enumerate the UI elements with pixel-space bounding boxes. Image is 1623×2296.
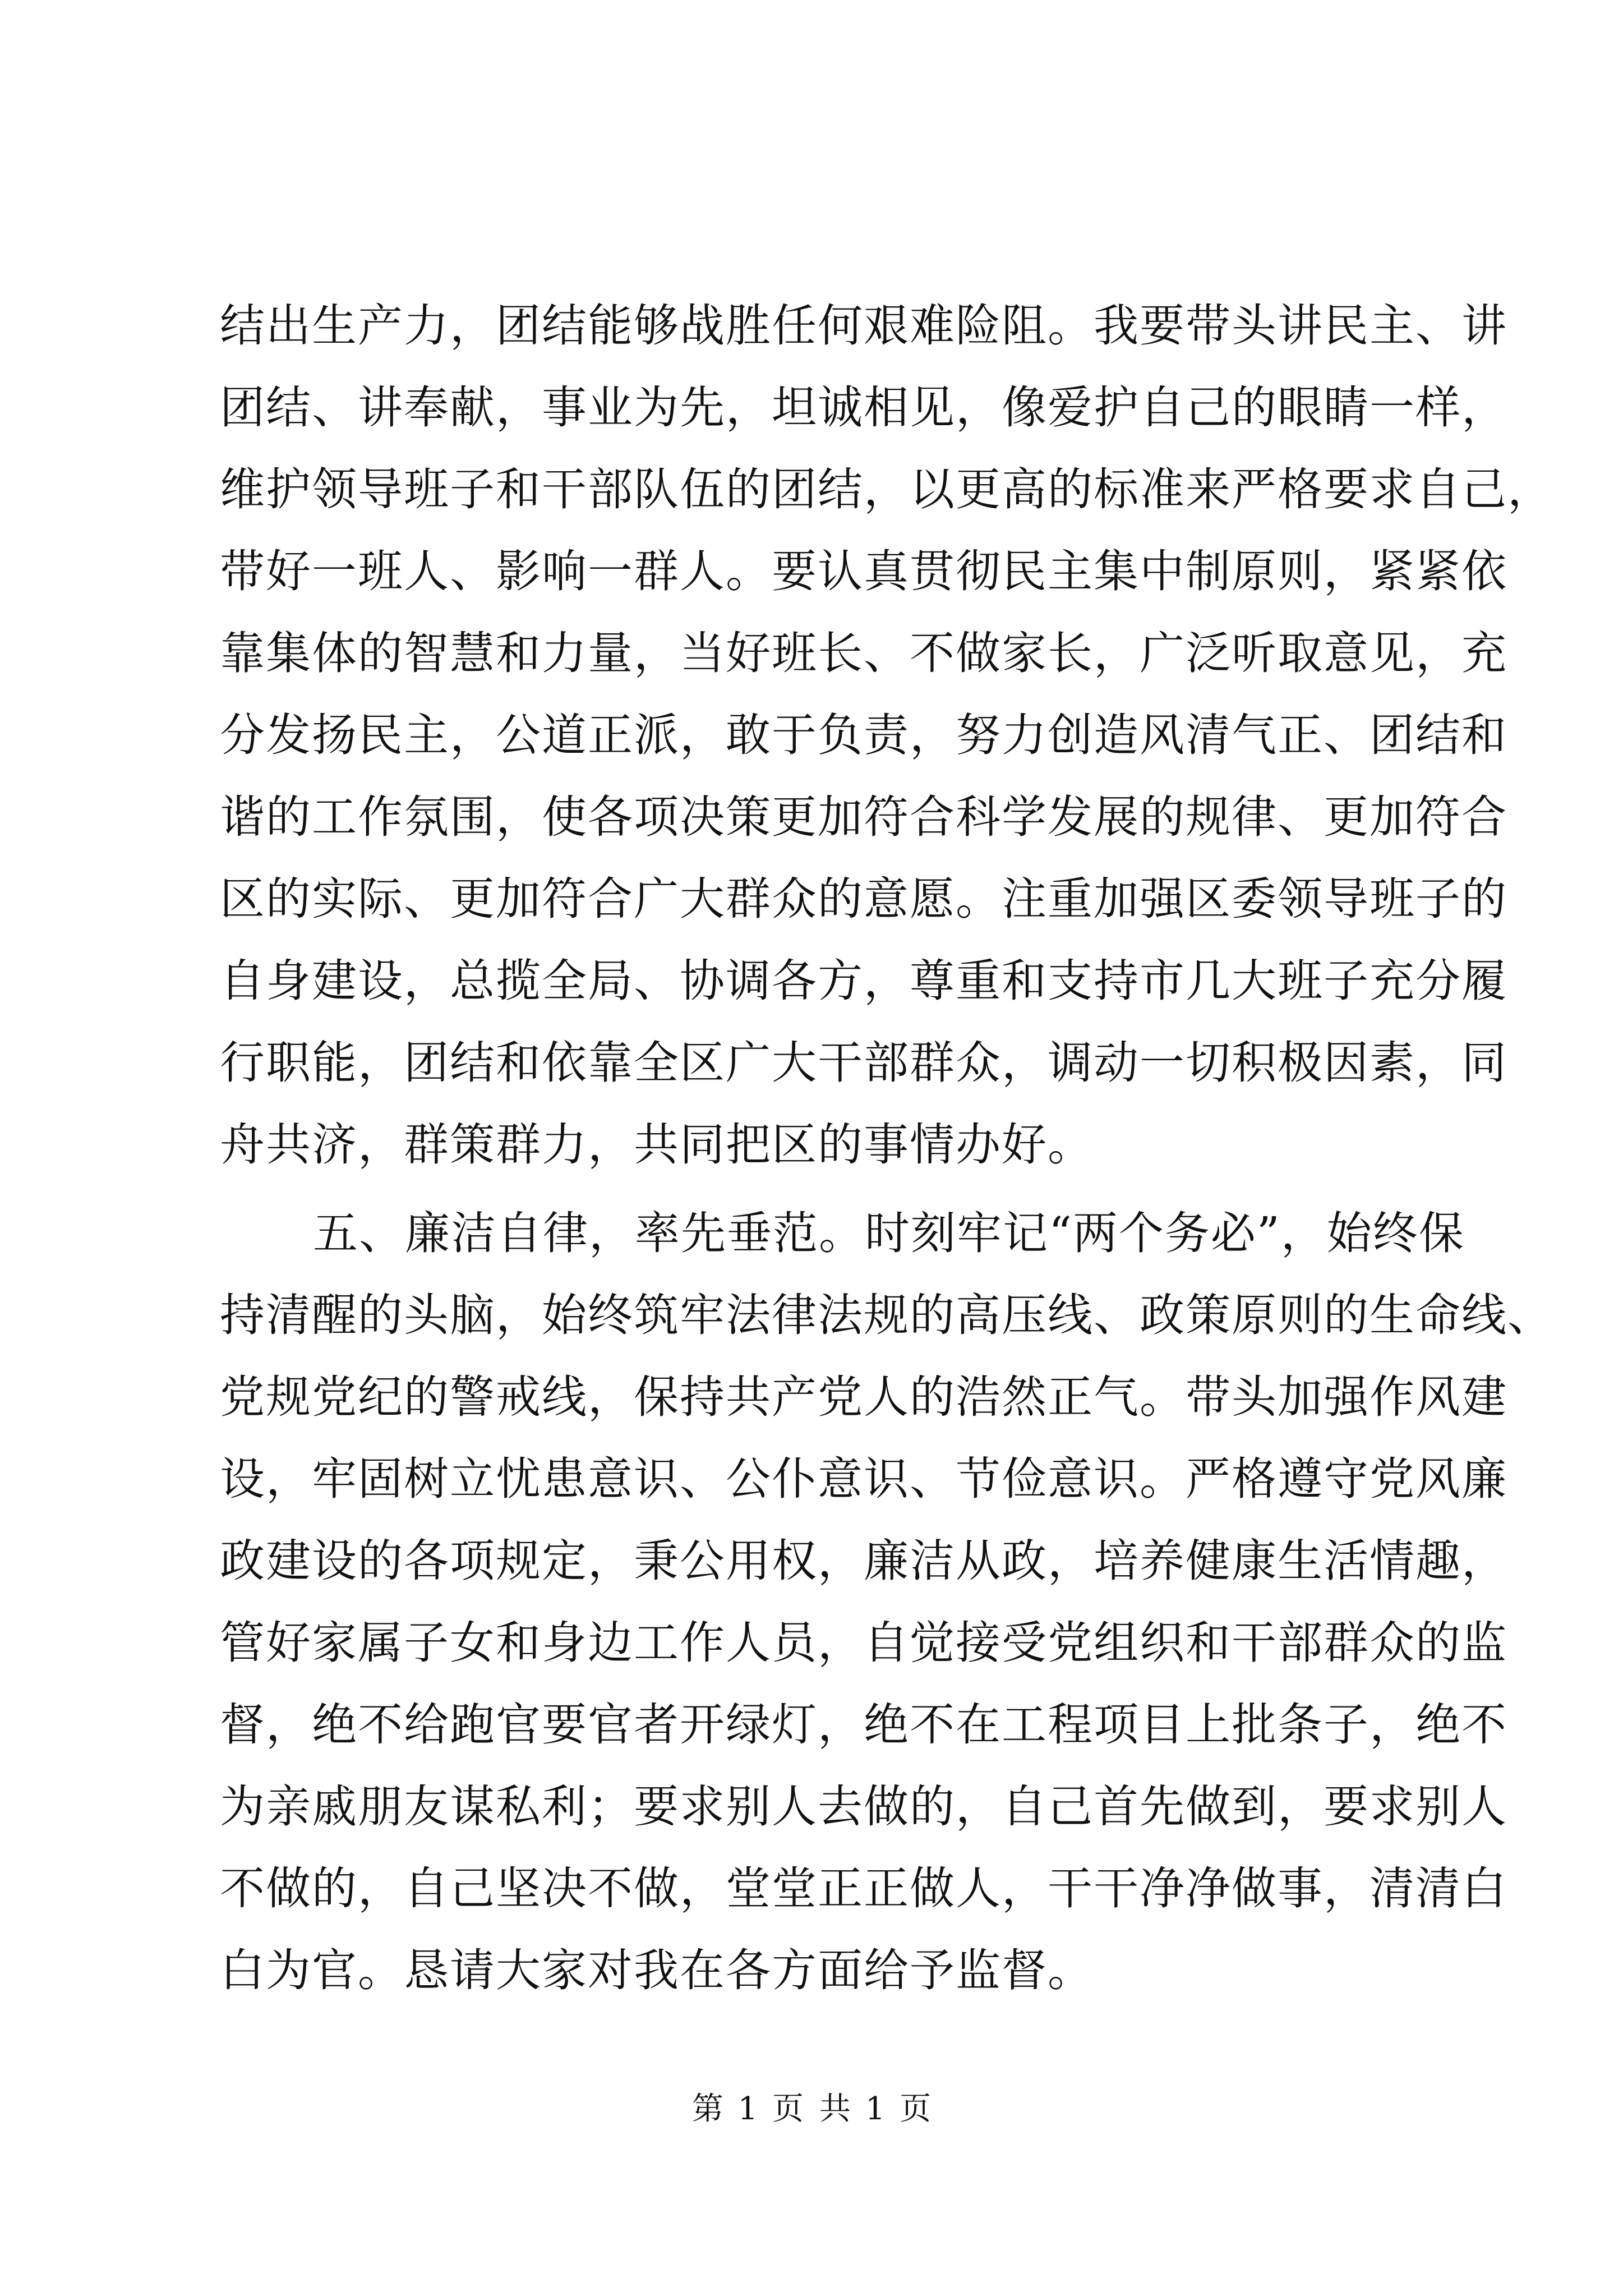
text-line: 为亲戚朋友谋私利；要求别人去做的，自己首先做到，要求别人 xyxy=(220,1780,1507,1833)
text-line: 白为官。恳请大家对我在各方面给予监督。 xyxy=(220,1944,1094,1996)
text-line: 团结、讲奉献，事业为先，坦诚相见，像爱护自己的眼睛一样， xyxy=(220,381,1507,434)
text-line: 行职能，团结和依靠全区广大干部群众，调动一切积极因素，同 xyxy=(220,1037,1507,1089)
text-line: 五、廉洁自律，率先垂范。时刻牢记“两个务必”，始终保 xyxy=(313,1207,1465,1259)
text-line: 带好一班人、影响一群人。要认真贯彻民主集中制原则，紧紧依 xyxy=(220,545,1507,597)
text-line: 党规党纪的警戒线，保持共产党人的浩然正气。带头加强作风建 xyxy=(220,1371,1507,1423)
text-line: 政建设的各项规定，秉公用权，廉洁从政，培养健康生活情趣， xyxy=(220,1535,1507,1587)
text-line: 督，绝不给跑官要官者开绿灯，绝不在工程项目上批条子，绝不 xyxy=(220,1699,1507,1751)
text-line: 谐的工作氛围，使各项决策更加符合科学发展的规律、更加符合 xyxy=(220,791,1507,843)
text-line: 结出生产力，团结能够战胜任何艰难险阻。我要带头讲民主、讲 xyxy=(220,300,1507,352)
text-line: 分发扬民主，公道正派，敢于负责，努力创造风清气正、团结和 xyxy=(220,709,1507,761)
page-total: 共 1 页 xyxy=(819,2091,932,2127)
paragraph-first-line xyxy=(220,1193,1487,1274)
text-line: 维护领导班子和干部队伍的团结，以更高的标准来严格要求自己， xyxy=(220,463,1553,516)
page-number: 第 1 页 xyxy=(691,2091,804,2127)
text-line: 不做的，自己坚决不做，堂堂正正做人，干干净净做事，清清白 xyxy=(220,1862,1507,1915)
text-line: 靠集体的智慧和力量，当好班长、不做家长，广泛听取意见，充 xyxy=(220,627,1507,679)
text-line: 区的实际、更加符合广大群众的意愿。注重加强区委领导班子的 xyxy=(220,873,1507,925)
text-line: 舟共济，群策群力，共同把区的事情办好。 xyxy=(220,1119,1094,1171)
document-body xyxy=(220,285,1553,2012)
text-line: 管好家属子女和身边工作人员，自觉接受党组织和干部群众的监 xyxy=(220,1617,1507,1669)
text-line: 设，牢固树立忧患意识、公仆意识、节俭意识。严格遵守党风廉 xyxy=(220,1453,1507,1505)
text-line: 持清醒的头脑，始终筑牢法律法规的高压线、政策原则的生命线、 xyxy=(220,1289,1553,1341)
page-footer xyxy=(0,2087,1623,2132)
text-line: 自身建设，总揽全局、协调各方，尊重和支持市几大班子充分履 xyxy=(220,955,1507,1007)
